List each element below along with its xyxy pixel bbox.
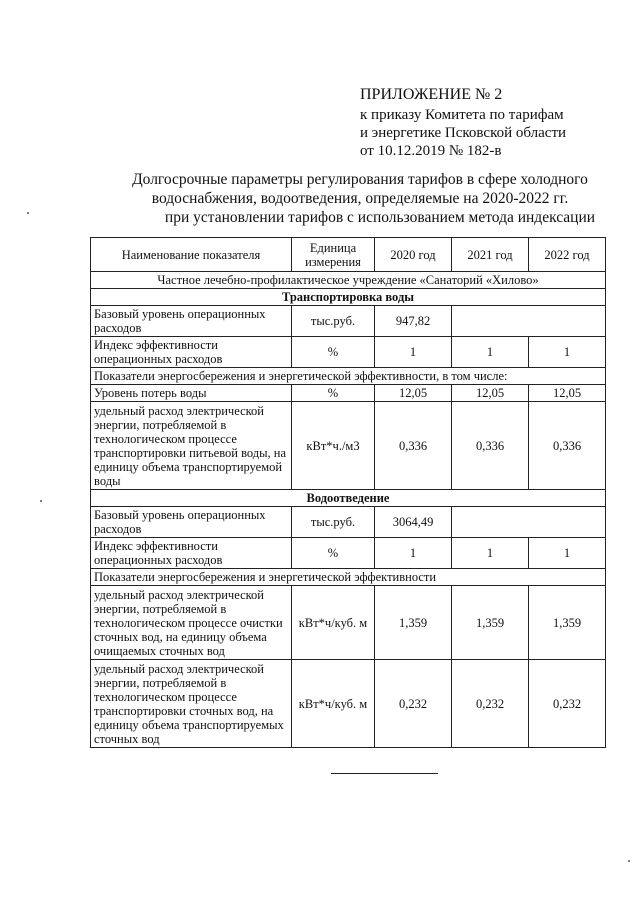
header-unit: Единица измерения [292, 238, 375, 272]
appendix-title: ПРИЛОЖЕНИЕ № 2 [360, 86, 503, 103]
row-unit: тыс.руб. [292, 306, 375, 337]
appendix-header [360, 86, 610, 160]
row-unit: % [292, 385, 375, 402]
table-row [91, 586, 606, 660]
row-value-2020: 1,359 [375, 586, 452, 660]
table-row [91, 385, 606, 402]
document-title-line-1: Долгосрочные параметры регулирования тарифов в сфере холодного [132, 171, 588, 188]
row-name: удельный расход электрической энергии, потребляемой в технологическом процессе очистки сточных вод, на единицу объема очищаемых сточных вод [91, 586, 292, 660]
row-value-2022: 1,359 [529, 586, 606, 660]
appendix-line-2: и энергетике Псковской области [360, 125, 567, 141]
row-value-2020: 1 [375, 538, 452, 569]
row-unit: кВт*ч/куб. м [292, 586, 375, 660]
table-header-row [91, 238, 606, 272]
row-value-2022: 1 [529, 337, 606, 368]
row-value-2021: 1 [452, 337, 529, 368]
row-value-2022: 0,232 [529, 660, 606, 748]
row-value-2020: 12,05 [375, 385, 452, 402]
document-title [90, 170, 630, 227]
transport-section-heading: Транспортировка воды [91, 289, 606, 306]
row-name: Индекс эффективности операционных расходов [91, 538, 292, 569]
organization-row [91, 272, 606, 289]
row-unit: тыс.руб. [292, 507, 375, 538]
row-value-2022: 12,05 [529, 385, 606, 402]
scan-speck [40, 500, 42, 502]
row-value-2020: 0,336 [375, 402, 452, 490]
drainage-section-heading: Водоотведение [91, 490, 606, 507]
row-value-2020: 3064,49 [375, 507, 452, 538]
header-2020: 2020 год [375, 238, 452, 272]
table-row [91, 402, 606, 490]
row-name: удельный расход электрической энергии, потребляемой в технологическом процессе транспортировки сточных вод, на единицу объема транспортируемых сточных вод [91, 660, 292, 748]
scan-speck [27, 212, 29, 214]
document-title-line-3: при установлении тарифов с использованием метода индексации [164, 209, 596, 226]
table-row [91, 538, 606, 569]
row-value-2021: 0,336 [452, 402, 529, 490]
parameters-table [90, 237, 606, 748]
row-value-2020: 1 [375, 337, 452, 368]
row-value-2022: 1 [529, 538, 606, 569]
footer-divider [331, 773, 438, 774]
row-name: удельный расход электрической энергии, потребляемой в технологическом процессе транспортировки питьевой воды, на единицу объема транспортируемой воды [91, 402, 292, 490]
row-value-2021: 1,359 [452, 586, 529, 660]
transport-energy-heading: Показатели энергосбережения и энергетической эффективности, в том числе: [91, 368, 606, 385]
header-2021: 2021 год [452, 238, 529, 272]
drainage-energy-heading: Показатели энергосбережения и энергетической эффективности [91, 569, 606, 586]
appendix-line-1: к приказу Комитета по тарифам [360, 107, 564, 123]
row-name: Индекс эффективности операционных расходов [91, 337, 292, 368]
row-unit: кВт*ч/куб. м [292, 660, 375, 748]
row-value-2021: 0,232 [452, 660, 529, 748]
table-row [91, 306, 606, 337]
row-value-2020: 0,232 [375, 660, 452, 748]
row-value-2021: 1 [452, 538, 529, 569]
appendix-line-3: от 10.12.2019 № 182-в [360, 143, 502, 159]
row-unit: % [292, 337, 375, 368]
section-heading-row [91, 490, 606, 507]
row-empty-cell [452, 507, 606, 538]
header-name: Наименование показателя [91, 238, 292, 272]
row-unit: кВт*ч./м3 [292, 402, 375, 490]
row-unit: % [292, 538, 375, 569]
organization-name: Частное лечебно-профилактическое учреждение «Санаторий «Хилово» [91, 272, 606, 289]
section-heading-row [91, 289, 606, 306]
subsection-row [91, 569, 606, 586]
table-row [91, 337, 606, 368]
subsection-row [91, 368, 606, 385]
scan-speck [628, 860, 630, 862]
row-name: Базовый уровень операционных расходов [91, 306, 292, 337]
table-row [91, 507, 606, 538]
row-empty-cell [452, 306, 606, 337]
header-2022: 2022 год [529, 238, 606, 272]
row-value-2022: 0,336 [529, 402, 606, 490]
document-title-line-2: водоснабжения, водоотведения, определяемые на 2020-2022 гг. [151, 190, 569, 207]
table-row [91, 660, 606, 748]
row-name: Уровень потерь воды [91, 385, 292, 402]
row-name: Базовый уровень операционных расходов [91, 507, 292, 538]
row-value-2020: 947,82 [375, 306, 452, 337]
row-value-2021: 12,05 [452, 385, 529, 402]
